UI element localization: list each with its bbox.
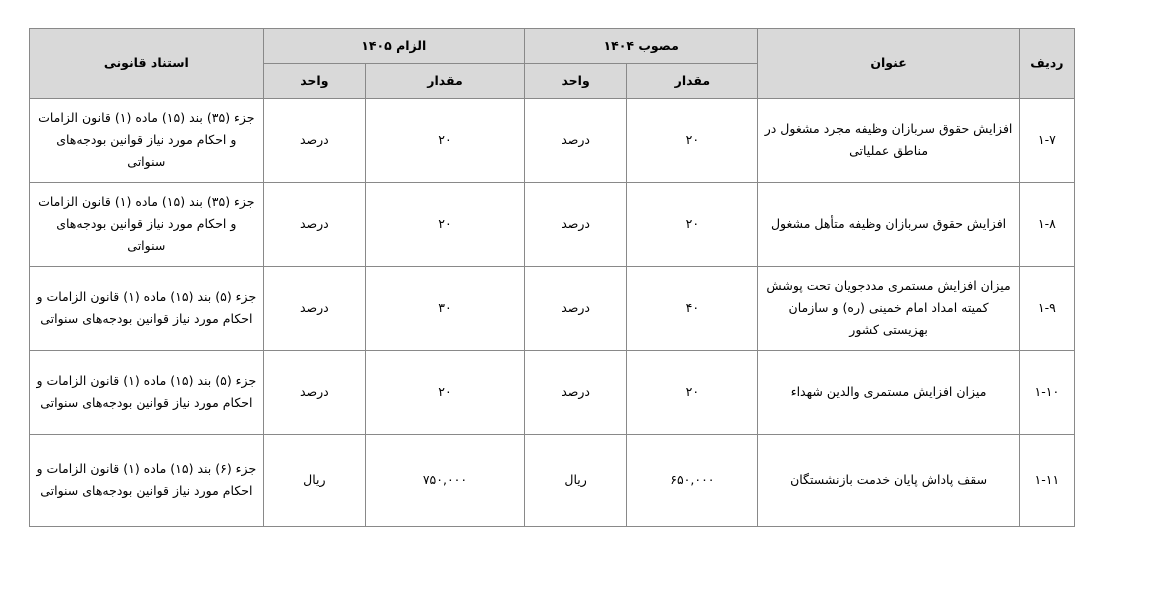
cell-estenad: جزء (۵) بند (۱۵) ماده (۱) قانون الزامات و احکام مورد نیاز قوانین بودجه‌های سنواتی xyxy=(30,350,264,434)
table-row xyxy=(30,266,1075,350)
header-group-1405: الزام ۱۴۰۵ xyxy=(263,29,524,64)
cell-1404-vahed: ریال xyxy=(524,434,626,526)
cell-1404-vahed: درصد xyxy=(524,266,626,350)
cell-1404-vahed: درصد xyxy=(524,350,626,434)
header-onvan: عنوان xyxy=(758,29,1019,99)
table-row xyxy=(30,350,1075,434)
header-1405-vahed: واحد xyxy=(263,63,365,98)
cell-onvan: افزایش حقوق سربازان وظیفه متأهل مشغول xyxy=(758,182,1019,266)
cell-onvan: افزایش حقوق سربازان وظیفه مجرد مشغول در مناطق عملیاتی xyxy=(758,98,1019,182)
cell-radif: ۱-۱۱ xyxy=(1019,434,1074,526)
cell-1405-vahed: درصد xyxy=(263,98,365,182)
cell-estenad: جزء (۳۵) بند (۱۵) ماده (۱) قانون الزامات و احکام مورد نیاز قوانین بودجه‌های سنواتی xyxy=(30,182,264,266)
header-estenad: استناد قانونی xyxy=(30,29,264,99)
cell-onvan: سقف پاداش پایان خدمت بازنشستگان xyxy=(758,434,1019,526)
cell-onvan: میزان افزایش مستمری والدین شهداء xyxy=(758,350,1019,434)
table-header xyxy=(30,29,1075,99)
cell-1404-meghdar: ۲۰ xyxy=(627,98,758,182)
cell-onvan: میزان افزایش مستمری مددجویان تحت پوشش کمیته امداد امام خمینی (ره) و سازمان بهزیستی کشور xyxy=(758,266,1019,350)
header-radif: ردیف xyxy=(1019,29,1074,99)
cell-radif: ۱-۷ xyxy=(1019,98,1074,182)
cell-1405-vahed: ریال xyxy=(263,434,365,526)
cell-1405-meghdar: ۲۰ xyxy=(366,350,525,434)
header-1404-vahed: واحد xyxy=(524,63,626,98)
table-body xyxy=(30,98,1075,526)
header-row-top xyxy=(30,29,1075,64)
table-row xyxy=(30,182,1075,266)
cell-1405-vahed: درصد xyxy=(263,182,365,266)
cell-radif: ۱-۹ xyxy=(1019,266,1074,350)
cell-radif: ۱-۱۰ xyxy=(1019,350,1074,434)
cell-1404-meghdar: ۲۰ xyxy=(627,350,758,434)
cell-1405-vahed: درصد xyxy=(263,350,365,434)
cell-estenad: جزء (۶) بند (۱۵) ماده (۱) قانون الزامات و احکام مورد نیاز قوانین بودجه‌های سنواتی xyxy=(30,434,264,526)
cell-1405-meghdar: ۷۵۰,۰۰۰ xyxy=(366,434,525,526)
header-1404-meghdar: مقدار xyxy=(627,63,758,98)
cell-1405-meghdar: ۲۰ xyxy=(366,182,525,266)
cell-estenad: جزء (۳۵) بند (۱۵) ماده (۱) قانون الزامات و احکام مورد نیاز قوانین بودجه‌های سنواتی xyxy=(30,98,264,182)
cell-radif: ۱-۸ xyxy=(1019,182,1074,266)
cell-1404-meghdar: ۶۵۰,۰۰۰ xyxy=(627,434,758,526)
cell-1404-meghdar: ۲۰ xyxy=(627,182,758,266)
cell-1405-vahed: درصد xyxy=(263,266,365,350)
cell-1405-meghdar: ۲۰ xyxy=(366,98,525,182)
header-1405-meghdar: مقدار xyxy=(366,63,525,98)
table-row xyxy=(30,98,1075,182)
cell-1404-meghdar: ۴۰ xyxy=(627,266,758,350)
cell-1404-vahed: درصد xyxy=(524,98,626,182)
cell-1405-meghdar: ۳۰ xyxy=(366,266,525,350)
cell-estenad: جزء (۵) بند (۱۵) ماده (۱) قانون الزامات و احکام مورد نیاز قوانین بودجه‌های سنواتی xyxy=(30,266,264,350)
budget-comparison-table xyxy=(29,28,1075,527)
header-group-1404: مصوب ۱۴۰۴ xyxy=(524,29,758,64)
cell-1404-vahed: درصد xyxy=(524,182,626,266)
table-row xyxy=(30,434,1075,526)
